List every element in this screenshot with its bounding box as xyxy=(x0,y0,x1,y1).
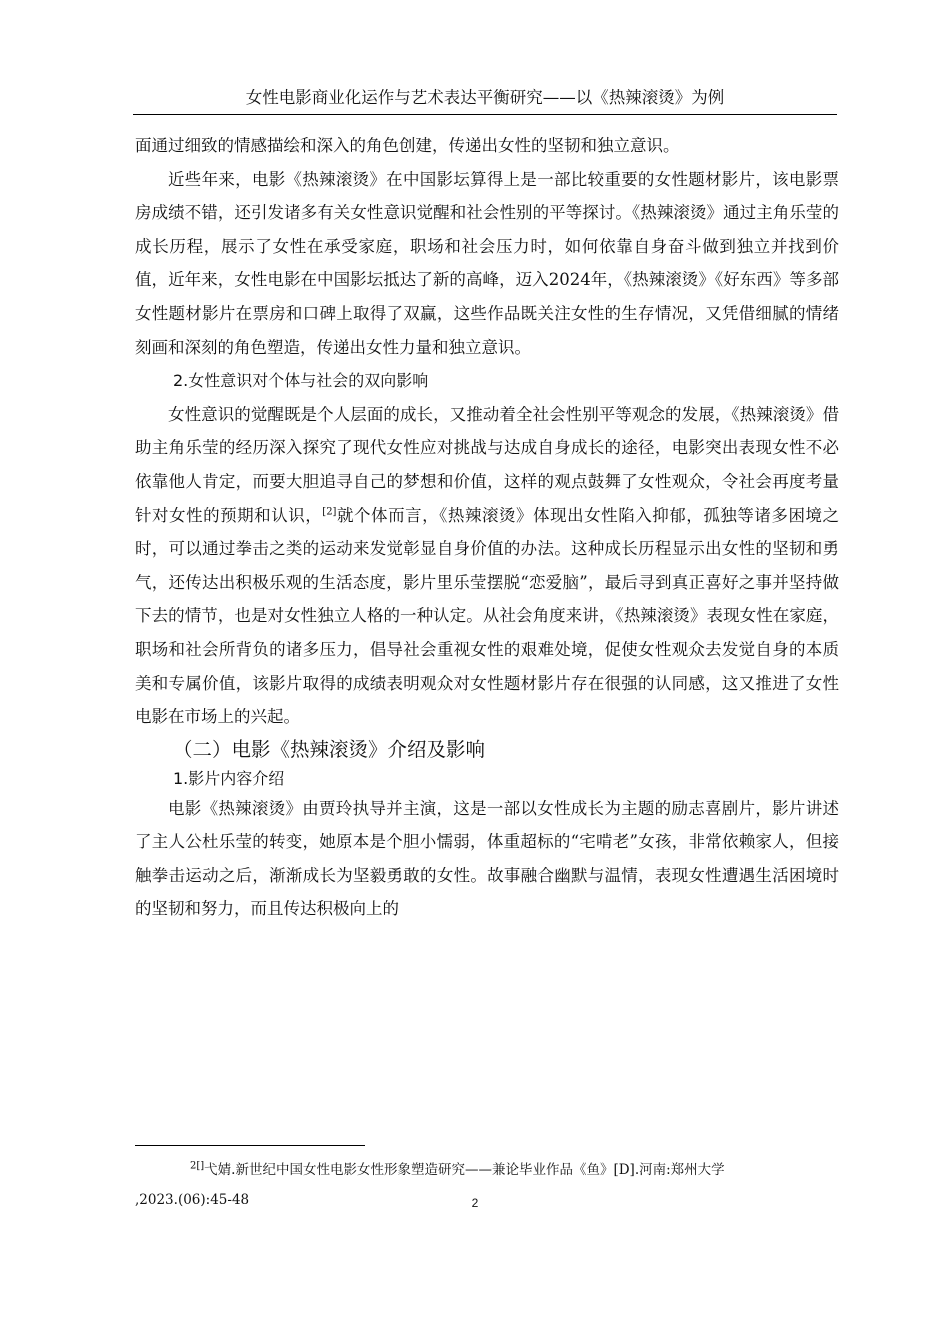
section-heading: （二）电影《热辣滚烫》介绍及影响 xyxy=(173,737,486,761)
footnote-marker: 2[] xyxy=(190,1160,205,1172)
paragraph-text-part2: 就个体而言，《热辣滚烫》体现出女性陷入抑郁，孤独等诸多困境之时，可以通过拳击之类的运动来发觉彰显自身价值的办法。这种成长历程显示出女性的坚韧和勇气，还传达出积极乐观的生活态度，影片里乐莹摆脱“恋爱脑”，最后寻到真正喜好之事并坚持做下去的情节，也是对女性独立人格的一种认定。从社会角度来讲，《热辣滚烫》表现女性在家庭，职场和社会所背负的诸多压力，倡导社会重视女性的艰难处境，促使女性观众去发觉自身的本质美和专属价值，该影片取得的成绩表明观众对女性题材影片存在很强的认同感，这又推进了女性电影在市场上的兴起。 xyxy=(135,505,840,727)
header-title: 女性电影商业化运作与艺术表达平衡研究——以《热辣滚烫》为例 xyxy=(245,88,725,107)
footnote-line-1 xyxy=(135,1155,839,1185)
page-number: 2 xyxy=(471,1196,479,1210)
paragraph-dual-influence xyxy=(135,398,839,734)
paragraph-intro: 近些年来，电影《热辣滚烫》在中国影坛算得上是一部比较重要的女性题材影片，该电影票房成绩不错，还引发诸多有关女性意识觉醒和社会性别的平等探讨。《热辣滚烫》通过主角乐莹的成长历程，展示了女性在承受家庭，职场和社会压力时，如何依靠自身奋斗做到独立并找到价值，近年来，女性电影在中国影坛抵达了新的高峰，迈入2024年，《热辣滚烫》《好东西》等多部女性题材影片在票房和口碑上取得了双赢，这些作品既关注女性的生存情况，又凭借细腻的情绪刻画和深刻的角色塑造，传递出女性力量和独立意识。 xyxy=(135,169,839,357)
paragraph-film-intro: 电影《热辣滚烫》由贾玲执导并主演，这是一部以女性成长为主题的励志喜剧片，影片讲述了主人公杜乐莹的转变，她原本是个胆小懦弱，体重超标的“宅啃老”女孩，非常依赖家人，但接触拳击运动之后，渐渐成长为坚毅勇敢的女性。故事融合幽默与温情，表现女性遭遇生活困境时的坚韧和努力，而且传达积极向上的 xyxy=(135,798,839,919)
main-body xyxy=(135,129,839,926)
subheading-female-consciousness: 2.女性意识对个体与社会的双向影响 xyxy=(173,371,429,391)
running-header xyxy=(133,82,837,115)
footnote-line-2: ,2023.(06):45-48 xyxy=(135,1192,250,1208)
footnote-separator xyxy=(135,1145,365,1146)
paragraph-continuation: 面通过细致的情感描绘和深入的角色创建，传递出女性的坚韧和独立意识。 xyxy=(135,136,680,155)
paragraph-text-part1: 女性意识的觉醒既是个人层面的成长，又推动着全社会性别平等观念的发展，《热辣滚烫》借助主角乐莹的经历深入探究了现代女性应对挑战与达成自身成长的途径，电影突出表现女性不必依靠他人肯定，而要大胆追寻自己的梦想和价值，这样的观点鼓舞了女性观众，令社会再度考量针对女性的预期和认识， xyxy=(135,404,839,525)
subheading-film-content: 1.影片内容介绍 xyxy=(173,768,285,788)
footnote-text: 弋婧.新世纪中国女性电影女性形象塑造研究——兼论毕业作品《鱼》[D].河南:郑州大学 xyxy=(204,1162,725,1178)
citation-reference: [2] xyxy=(322,506,337,518)
